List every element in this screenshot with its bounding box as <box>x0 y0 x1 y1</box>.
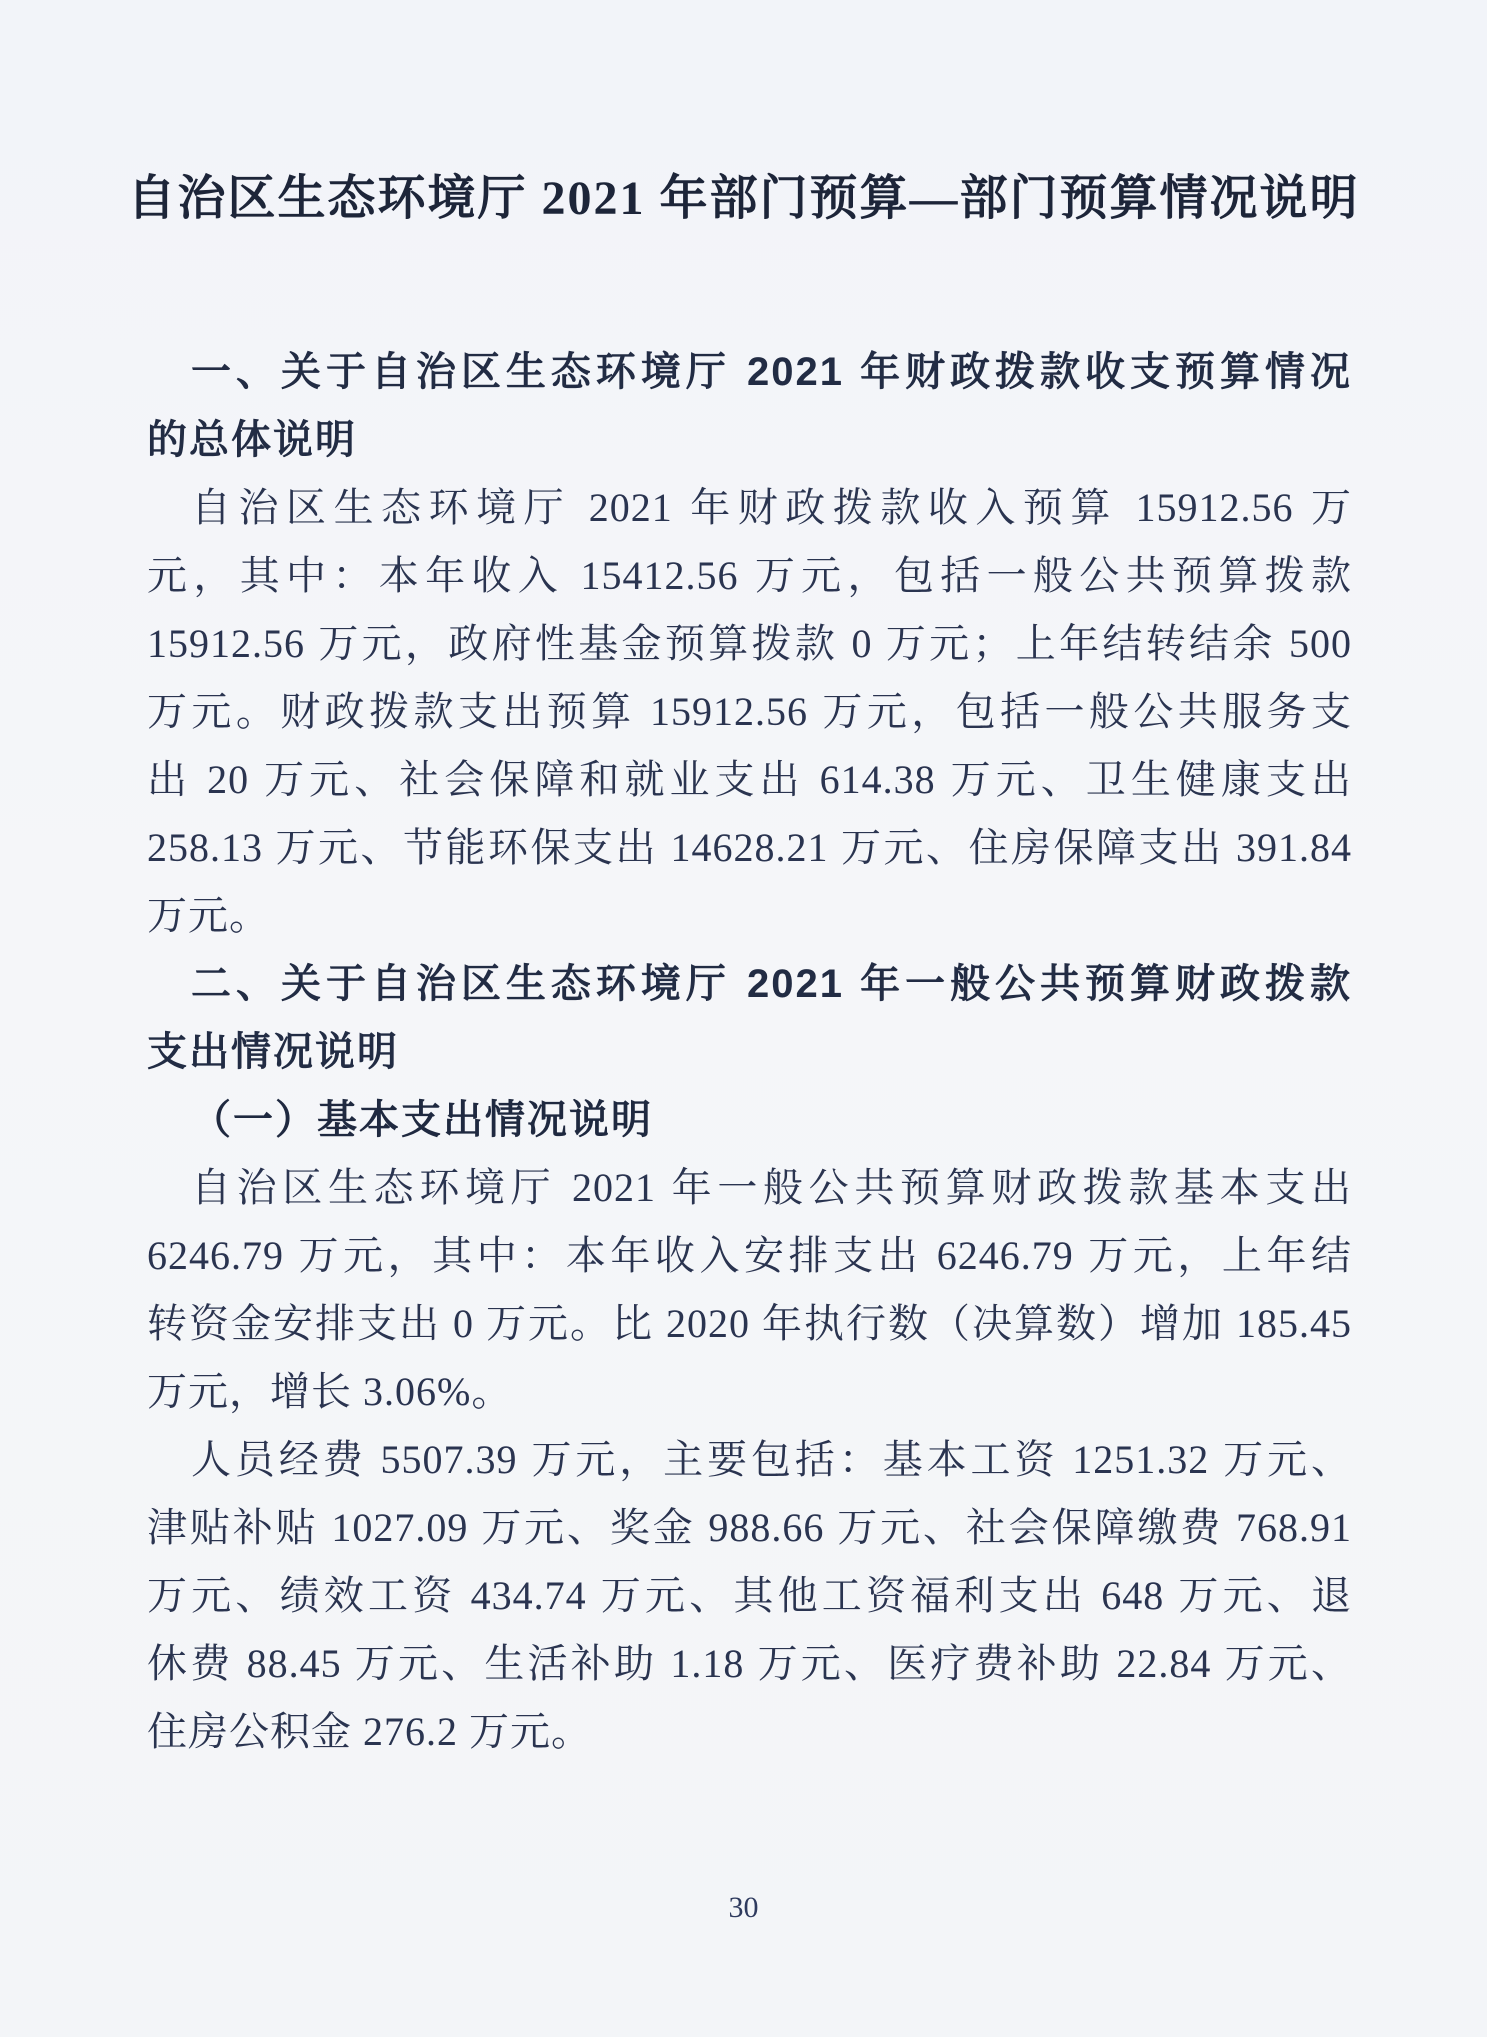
document-line: 人员经费 5507.39 万元，主要包括：基本工资 1251.32 万元、 <box>191 1437 1352 1482</box>
document-line: 出 20 万元、社会保障和就业支出 614.38 万元、卫生健康支出 <box>147 757 1352 802</box>
document-line: 258.13 万元、节能环保支出 14628.21 万元、住房保障支出 391.84 <box>147 825 1352 870</box>
document-line: 休费 88.45 万元、生活补助 1.18 万元、医疗费补助 22.84 万元、 <box>147 1641 1352 1686</box>
block-subheading <box>147 1086 1352 1154</box>
document-line: 万元、绩效工资 434.74 万元、其他工资福利支出 648 万元、退 <box>147 1573 1352 1618</box>
document-line: 自治区生态环境厅 2021 年财政拨款收入预算 15912.56 万 <box>191 485 1352 530</box>
document-line: 15912.56 万元，政府性基金预算拨款 0 万元；上年结转结余 500 <box>147 621 1352 666</box>
document-body <box>147 338 1352 1766</box>
document-title: 自治区生态环境厅 2021 年部门预算—部门预算情况说明 <box>127 172 1360 225</box>
document-line: 支出情况说明 <box>147 1030 399 1074</box>
block-paragraph <box>147 1426 1352 1766</box>
document-line: 住房公积金 276.2 万元。 <box>147 1709 592 1754</box>
document-line: 万元。财政拨款支出预算 15912.56 万元，包括一般公共服务支 <box>147 689 1352 734</box>
document-line: 自治区生态环境厅 2021 年一般公共预算财政拨款基本支出 <box>191 1165 1352 1210</box>
block-paragraph <box>147 1154 1352 1426</box>
document-line: 元，其中：本年收入 15412.56 万元，包括一般公共预算拨款 <box>147 553 1352 598</box>
document-line: 万元，增长 3.06%。 <box>147 1369 513 1414</box>
block-heading <box>147 950 1352 1086</box>
document-line: 的总体说明 <box>147 418 357 462</box>
document-line: 二、关于自治区生态环境厅 2021 年一般公共预算财政拨款 <box>191 962 1352 1006</box>
block-heading <box>147 338 1352 474</box>
block-paragraph <box>147 474 1352 950</box>
document-line: 万元。 <box>147 893 270 938</box>
page-number: 30 <box>728 1891 759 1924</box>
document-line: （一）基本支出情况说明 <box>191 1097 653 1142</box>
document-line: 一、关于自治区生态环境厅 2021 年财政拨款收支预算情况 <box>191 350 1352 394</box>
document-line: 6246.79 万元，其中：本年收入安排支出 6246.79 万元，上年结 <box>147 1233 1352 1278</box>
document-line: 津贴补贴 1027.09 万元、奖金 988.66 万元、社会保障缴费 768.91 <box>147 1505 1352 1550</box>
document-line: 转资金安排支出 0 万元。比 2020 年执行数（决算数）增加 185.45 <box>147 1301 1352 1346</box>
